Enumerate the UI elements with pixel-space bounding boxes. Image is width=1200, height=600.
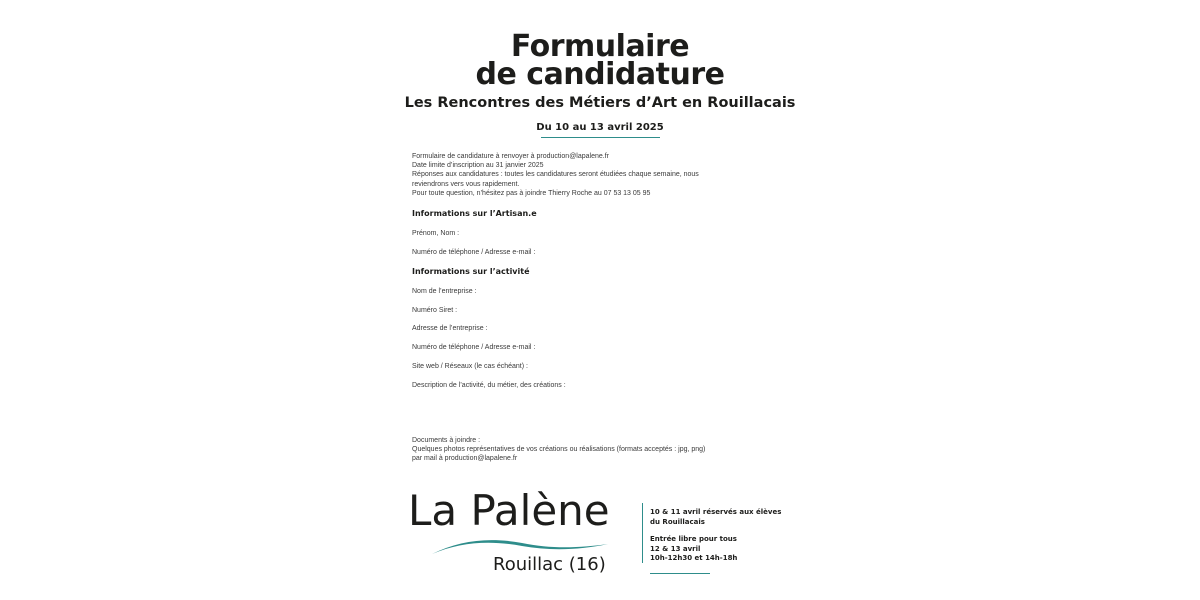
info-line: du Rouillacais [650, 517, 705, 526]
intro-line: reviendrons vers vous rapidement. [412, 180, 520, 188]
artisan-section-heading: Informations sur l’Artisan.e [412, 209, 537, 218]
info-gap [650, 527, 790, 535]
documents-line: Documents à joindre : [412, 437, 481, 444]
documents-line: par mail à production@lapalene.fr [412, 455, 518, 463]
description-field-label: Description de l’activité, du métier, des créations : [412, 382, 566, 389]
documents-line: Quelques photos représentatives de vos créations ou réalisations (formats acceptés : jpg, png) [412, 446, 706, 454]
company-contact-field-label: Numéro de téléphone / Adresse e-mail : [412, 344, 536, 351]
event-dates: Du 10 au 13 avril 2025 [536, 122, 664, 133]
documents-to-attach [412, 436, 792, 464]
info-line: 10h-12h30 et 14h-18h [650, 554, 738, 562]
activity-section-heading: Informations sur l’activité [412, 267, 530, 276]
info-line: Entrée libre pour tous [650, 535, 737, 543]
website-field-label: Site web / Réseaux (le cas échéant) : [412, 363, 528, 370]
siret-field-label: Numéro Siret : [412, 307, 458, 314]
logo-wave-shape [432, 540, 608, 554]
name-field-label: Prénom, Nom : [412, 230, 460, 237]
intro-line: Réponses aux candidatures : toutes les candidatures seront étudiées chaque semaine, nous [412, 171, 699, 179]
artisan-contact-field-label: Numéro de téléphone / Adresse e-mail : [412, 249, 536, 256]
dates-underline-divider [541, 137, 660, 138]
info-underline-divider [650, 573, 710, 574]
event-access-info [650, 508, 790, 564]
company-name-field-label: Nom de l’entreprise : [412, 288, 477, 295]
info-vertical-divider [642, 503, 643, 563]
company-address-field-label: Adresse de l’entreprise : [412, 325, 488, 332]
logo-name: La Palène [408, 486, 610, 535]
logo-location: Rouillac (16) [493, 554, 606, 575]
la-palene-logo [405, 486, 625, 586]
intro-line: Pour toute question, n’hésitez pas à joindre Thierry Roche au 07 53 13 05 95 [412, 189, 651, 197]
info-line: 12 & 13 avril [650, 544, 701, 553]
intro-line: Formulaire de candidature à renvoyer à production@lapalene.fr [412, 153, 609, 160]
form-title-line1: Formulaire [510, 29, 690, 64]
intro-line: Date limite d’inscription au 31 janvier 2025 [412, 162, 544, 170]
intro-text [412, 152, 772, 198]
form-title-line2: de candidature [475, 57, 725, 92]
event-subtitle: Les Rencontres des Métiers d’Art en Rouillacais [404, 95, 796, 111]
info-line: 10 & 11 avril réservés aux élèves [650, 508, 782, 516]
